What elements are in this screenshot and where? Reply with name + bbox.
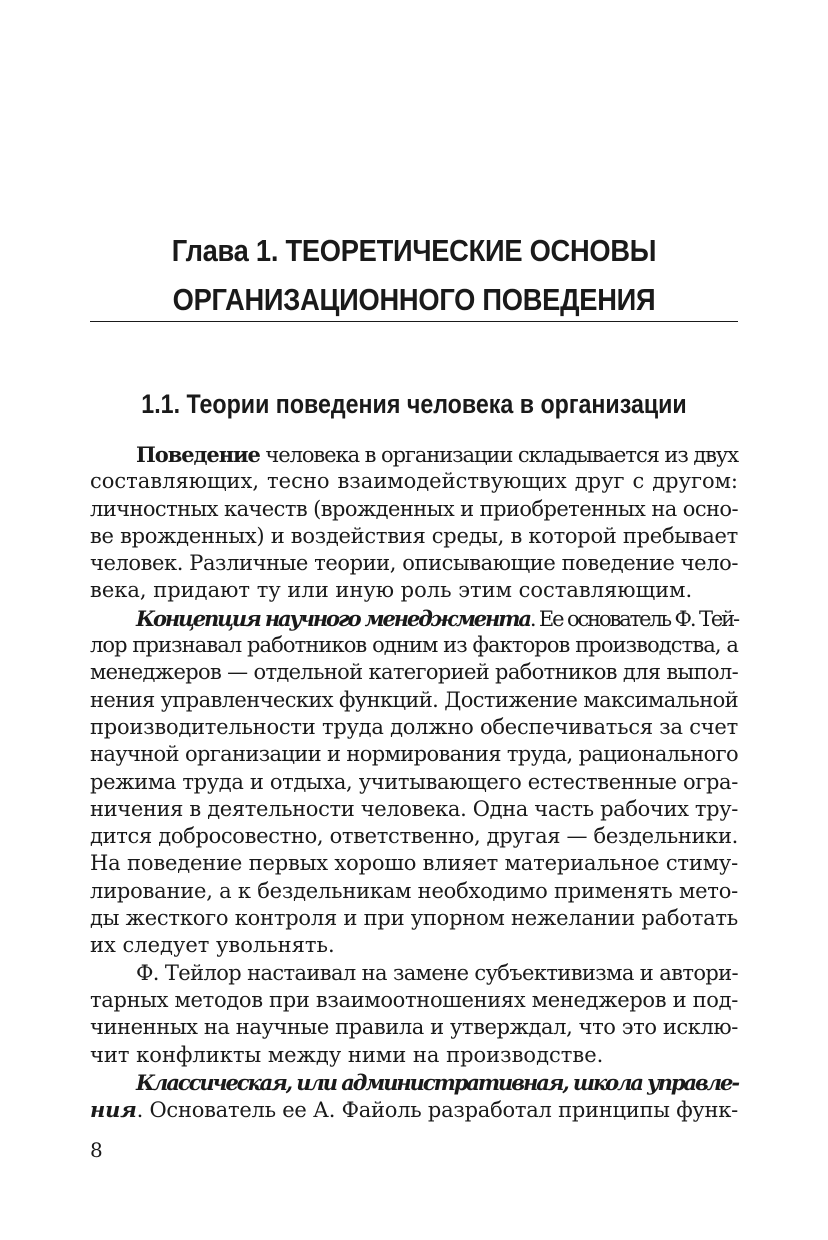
paragraph-3-line: чит конфликты между ними на производстве.: [90, 1042, 604, 1067]
paragraph-4-line: [90, 1069, 738, 1096]
term-behavior: Поведение: [136, 442, 260, 467]
paragraph-2-line: лирование, а к бездельникам необходимо применять мето-: [90, 878, 738, 903]
paragraph-4-line: ния. Основатель ее А. Файоль разработал принципы функ-: [90, 1097, 739, 1123]
paragraph-1-line: ве врожденных) и воздействия среды, в которой пребывает: [90, 523, 738, 548]
chapter-divider: [90, 321, 738, 322]
paragraph-3-line: тарных методов при взаимоотношениях менеджеров и под-: [90, 987, 738, 1012]
term-classical-school-end: ния: [90, 1097, 137, 1123]
paragraph-2-line: дится добросовестно, ответственно, другая — бездельники.: [90, 824, 738, 849]
paragraph-2-line: режима труда и отдыха, учитывающего естественные огра-: [90, 769, 738, 794]
paragraph-3-line: Ф. Тейлор настаивал на замене субъективизма и автори-: [136, 960, 738, 985]
section-title: 1.1. Теории поведения человека в организации: [141, 389, 687, 419]
paragraph-2-line: лор признавал работников одним из факторов производства, а: [90, 633, 738, 658]
paragraph-2-line: их следует увольнять.: [90, 933, 335, 958]
chapter-title-line-2: ОРГАНИЗАЦИОННОГО ПОВЕДЕНИЯ: [172, 282, 656, 317]
page-number: 8: [90, 1138, 103, 1162]
paragraph-1-line: личностных качеств (врожденных и приобретенных на осно-: [90, 496, 738, 521]
term-scientific-management: Концепция научного менеджмента: [136, 605, 530, 631]
paragraph-1-line: человек. Различные теории, описывающие поведение чело-: [90, 551, 738, 576]
paragraph-1-line: составляющих, тесно взаимодействующих друг с другом:: [90, 469, 738, 494]
paragraph-2-line: менеджеров — отдельной категорией работников для выпол-: [90, 660, 738, 685]
chapter-title: [129, 226, 699, 324]
paragraph-2-line: производительности труда должно обеспечиваться за счет: [90, 714, 738, 739]
chapter-title-line-1: Глава 1. ТЕОРЕТИЧЕСКИЕ ОСНОВЫ: [171, 233, 657, 268]
paragraph-2-line: На поведение первых хорошо влияет материальное стиму-: [90, 851, 738, 876]
paragraph-2-line: Концепция научного менеджмента. Ее основатель Ф. Тей-: [136, 605, 738, 631]
paragraph-3-line: чиненных на научные правила и утверждал, что это исклю-: [90, 1015, 738, 1040]
paragraph-1-line: Поведение человека в организации складывается из двух: [136, 442, 738, 467]
paragraph-2-line: нения управленческих функций. Достижение максимальной: [90, 687, 738, 712]
paragraph-2-line: ничения в деятельности человека. Одна часть рабочих тру-: [90, 796, 738, 821]
paragraph-2-line: научной организации и нормирования труда, рационального: [90, 742, 738, 767]
body-text: [90, 441, 738, 1123]
term-classical-school: Классическая, или административная, школа управле-: [136, 1069, 738, 1095]
paragraph-1-line: века, придают ту или иную роль этим составляющим.: [90, 578, 693, 603]
paragraph-2-line: ды жесткого контроля и при упорном нежелании работать: [90, 906, 738, 931]
